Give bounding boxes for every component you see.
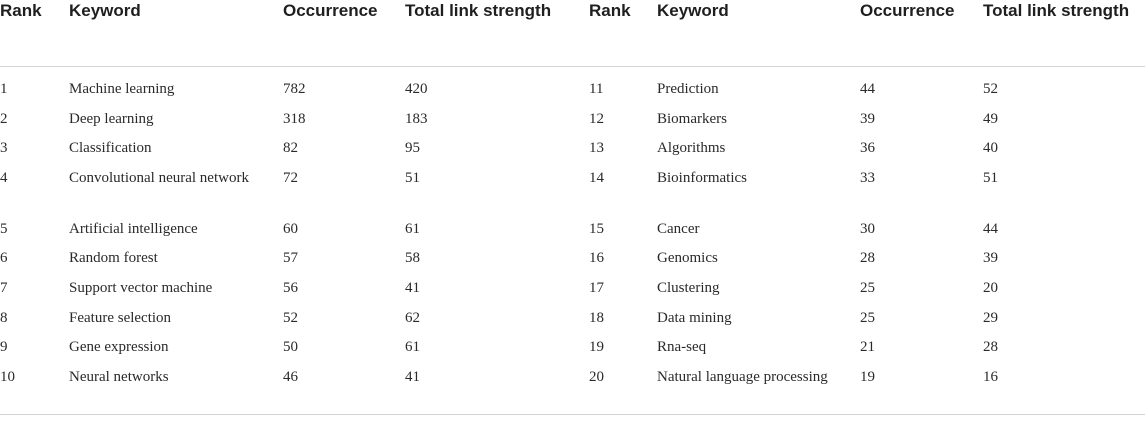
keyword-cell: Gene expression: [69, 339, 169, 356]
table-row: [0, 67, 1145, 109]
header-total-link-strength: Total link strength: [983, 0, 1145, 67]
table-row: [0, 138, 1145, 168]
keyword-cell: Natural language processing: [657, 367, 860, 415]
rank-cell: 10: [0, 367, 69, 415]
occurrence-cell: 46: [283, 367, 405, 415]
keyword-cell: Prediction: [657, 81, 719, 97]
link-strength-cell: 62: [405, 309, 420, 326]
header-rank: Rank: [589, 0, 657, 67]
link-strength-cell: 41: [405, 279, 420, 296]
header-occurrence: Occurrence: [283, 0, 405, 67]
link-strength-cell: 49: [983, 110, 998, 127]
rank-cell: 5: [0, 220, 8, 237]
link-strength-cell: 61: [405, 220, 420, 237]
table-row: [0, 367, 1145, 415]
link-strength-cell: 44: [983, 220, 998, 237]
rank-cell: 17: [589, 279, 604, 296]
rank-cell: 20: [589, 367, 657, 415]
link-strength-cell: 51: [983, 169, 998, 186]
table-row: [0, 109, 1145, 139]
occurrence-cell: 19: [860, 367, 983, 415]
occurrence-cell: 28: [860, 250, 875, 267]
table-row: [0, 278, 1145, 308]
table-row: [0, 308, 1145, 338]
keyword-cell: Artificial intelligence: [69, 220, 198, 237]
occurrence-cell: 72: [283, 169, 298, 186]
table-row: [0, 219, 1145, 249]
rank-cell: 11: [589, 81, 604, 97]
link-strength-cell: 51: [405, 169, 420, 186]
keyword-cell: Genomics: [657, 250, 718, 267]
occurrence-cell: 39: [860, 110, 875, 127]
link-strength-cell: 420: [405, 81, 428, 97]
keyword-cell: Rna-seq: [657, 339, 707, 356]
table-row: [0, 248, 1145, 278]
rank-cell: 14: [589, 169, 604, 186]
occurrence-cell: 782: [283, 81, 306, 97]
keyword-cell: Data mining: [657, 309, 732, 326]
occurrence-cell: 82: [283, 140, 298, 157]
rank-cell: 9: [0, 339, 8, 356]
keyword-cell: Algorithms: [657, 140, 726, 157]
rank-cell: 8: [0, 309, 8, 326]
rank-cell: 3: [0, 140, 8, 157]
table-row: [0, 337, 1145, 367]
link-strength-cell: 28: [983, 339, 998, 356]
link-strength-cell: 52: [983, 81, 998, 97]
link-strength-cell: 61: [405, 339, 420, 356]
occurrence-cell: 21: [860, 339, 875, 356]
rank-cell: 6: [0, 250, 8, 267]
link-strength-cell: 20: [983, 279, 998, 296]
keyword-cell: Bioinformatics: [657, 169, 747, 186]
occurrence-cell: 57: [283, 250, 298, 267]
keyword-cell: Cancer: [657, 220, 700, 237]
header-rank: Rank: [0, 0, 69, 67]
link-strength-cell: 58: [405, 250, 420, 267]
rank-cell: 16: [589, 250, 604, 267]
table-row: [0, 168, 1145, 219]
occurrence-cell: 318: [283, 110, 306, 127]
keyword-cell: Biomarkers: [657, 110, 727, 127]
occurrence-cell: 30: [860, 220, 875, 237]
occurrence-cell: 50: [283, 339, 298, 356]
occurrence-cell: 25: [860, 309, 875, 326]
link-strength-cell: 29: [983, 309, 998, 326]
rank-cell: 2: [0, 110, 8, 127]
rank-cell: 12: [589, 110, 604, 127]
rank-cell: 7: [0, 279, 8, 296]
keyword-cell: Classification: [69, 140, 152, 157]
header-keyword: Keyword: [657, 0, 860, 67]
rank-cell: 15: [589, 220, 604, 237]
header-total-link-strength: Total link strength: [405, 0, 589, 67]
occurrence-cell: 60: [283, 220, 298, 237]
header-keyword: Keyword: [69, 0, 283, 67]
keyword-cell: Machine learning: [69, 81, 175, 97]
rank-cell: 18: [589, 309, 604, 326]
keyword-cell: Random forest: [69, 250, 158, 267]
occurrence-cell: 33: [860, 169, 875, 186]
link-strength-cell: 39: [983, 250, 998, 267]
rank-cell: 19: [589, 339, 604, 356]
rank-cell: 13: [589, 140, 604, 157]
link-strength-cell: 183: [405, 110, 428, 127]
keyword-cell: Feature selection: [69, 309, 172, 326]
occurrence-cell: 36: [860, 140, 875, 157]
keyword-cell: Deep learning: [69, 110, 154, 127]
link-strength-cell: 41: [405, 367, 589, 415]
keyword-cell: Neural networks: [69, 367, 283, 415]
occurrence-cell: 44: [860, 81, 875, 97]
keyword-cell: Support vector machine: [69, 279, 213, 296]
header-occurrence: Occurrence: [860, 0, 983, 67]
header-row: [0, 0, 1145, 67]
occurrence-cell: 52: [283, 309, 298, 326]
rank-cell: 4: [0, 169, 8, 186]
occurrence-cell: 25: [860, 279, 875, 296]
occurrence-cell: 56: [283, 279, 298, 296]
table-body: [0, 67, 1145, 415]
link-strength-cell: 40: [983, 140, 998, 157]
keyword-cell: Clustering: [657, 279, 720, 296]
link-strength-cell: 16: [983, 367, 1145, 415]
rank-cell: 1: [0, 81, 8, 97]
keyword-cell: Convolutional neural network: [69, 169, 249, 186]
link-strength-cell: 95: [405, 140, 420, 157]
